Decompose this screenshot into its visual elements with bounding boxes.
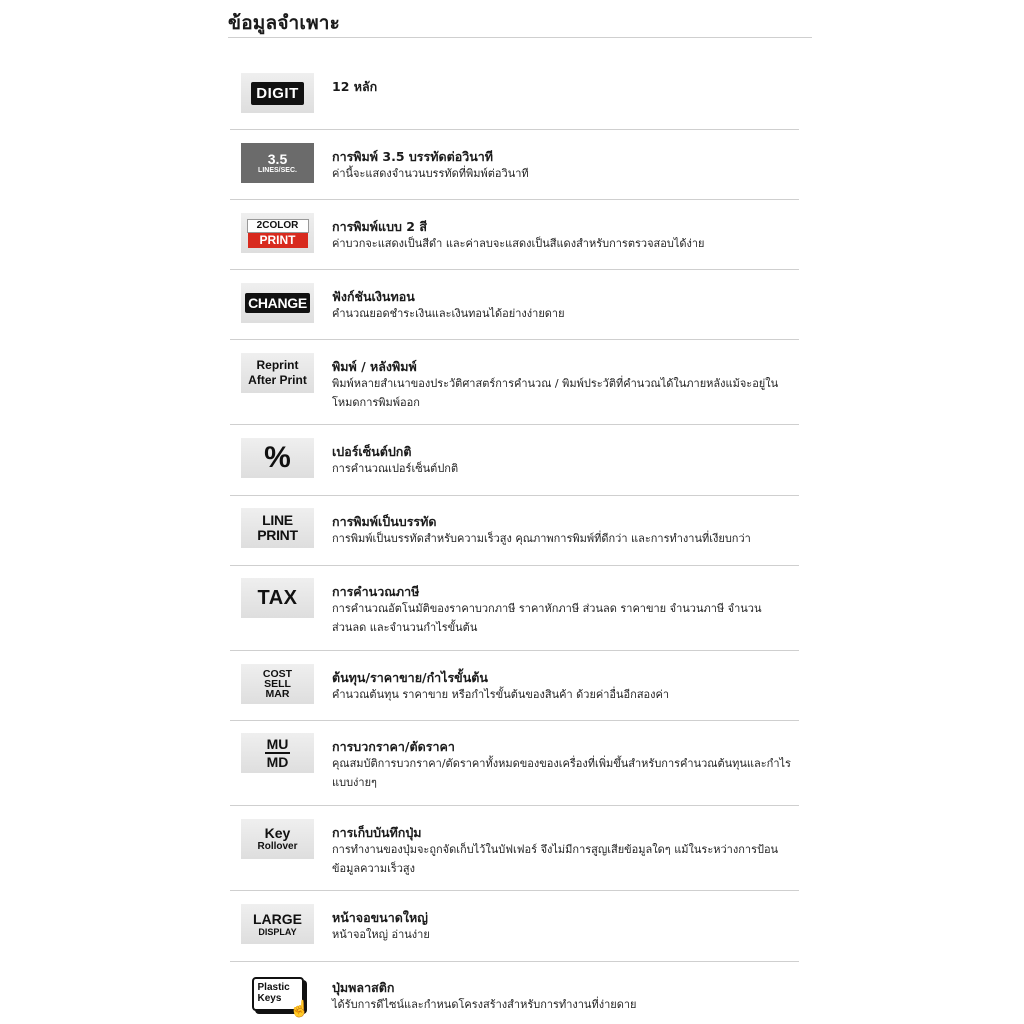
row-divider	[230, 961, 799, 962]
row-divider	[230, 269, 799, 270]
feature-description: พิมพ์หลายสำเนาของประวัติศาสตร์การคำนวณ / พิมพ์ประวัติที่คำนวณได้ในภายหลังแม้จะอยู่ในโหมดการพิมพ์ออก	[332, 377, 779, 409]
large-display-badge-icon: LARGE DISPLAY	[241, 904, 314, 944]
row-divider	[230, 720, 799, 721]
row-divider	[230, 565, 799, 566]
row-divider	[230, 805, 799, 806]
feature-title: ปุ่มพลาสติก	[332, 980, 395, 995]
feature-description: คุณสมบัติการบวกราคา/ตัดราคาทั้งหมดของของเครื่องที่เพิ่มขึ้นสำหรับการคำนวณต้นทุนและกำไรแบบง่ายๆ	[332, 757, 791, 789]
feature-description: ค่านี้จะแสดงจำนวนบรรทัดที่พิมพ์ต่อวินาที	[332, 167, 529, 180]
feature-description: หน้าจอใหญ่ อ่านง่าย	[332, 928, 430, 941]
feature-title: พิมพ์ / หลังพิมพ์	[332, 359, 417, 374]
row-divider	[230, 890, 799, 891]
markup-markdown-badge-icon: MU MD	[241, 733, 314, 773]
feature-description: การพิมพ์เป็นบรรทัดสำหรับความเร็วสูง คุณภาพการพิมพ์ที่ดีกว่า และการทำงานที่เงียบกว่า	[332, 532, 751, 545]
feature-description: ได้รับการดีไซน์และกำหนดโครงสร้างสำหรับการทำงานที่ง่ายดาย	[332, 998, 637, 1011]
feature-title: ฟังก์ชันเงินทอน	[332, 289, 415, 304]
key-rollover-badge-icon: Key Rollover	[241, 819, 314, 859]
feature-description: การทำงานของปุ่มจะถูกจัดเก็บไว้ในบัฟเฟอร์ จึงไม่มีการสูญเสียข้อมูลใดๆ แม้ในระหว่างการป้อนข้อมูลความเร็วสูง	[332, 843, 779, 875]
feature-title: ต้นทุน/ราคาขาย/กำไรขั้นต้น	[332, 670, 488, 685]
digit-badge-icon: DIGIT	[241, 73, 314, 113]
feature-title: การพิมพ์แบบ 2 สี	[332, 219, 427, 234]
reprint-badge-icon: Reprint After Print	[241, 353, 314, 393]
change-badge-icon: CHANGE	[241, 283, 314, 323]
row-divider	[230, 129, 799, 130]
lines-per-second-badge-icon: 3.5 LINES/SEC.	[241, 143, 314, 183]
feature-description: การคำนวณเปอร์เซ็นต์ปกติ	[332, 462, 459, 475]
two-color-print-badge-icon: 2COLOR PRINT	[241, 213, 314, 253]
feature-description: การคำนวณอัตโนมัติของราคาบวกภาษี ราคาหักภาษี ส่วนลด ราคาขาย จำนวนภาษี จำนวนส่วนลด และจำนวนกำไรขั้นต้น	[332, 602, 762, 634]
feature-title: เปอร์เซ็นต์ปกติ	[332, 444, 412, 459]
feature-title: การคำนวณภาษี	[332, 584, 420, 599]
feature-title: 12 หลัก	[332, 79, 378, 94]
tax-badge-icon: TAX	[241, 578, 314, 618]
row-divider	[230, 495, 799, 496]
row-divider	[230, 199, 799, 200]
feature-title: การเก็บบันทึกปุ่ม	[332, 825, 422, 840]
feature-title: การบวกราคา/ตัดราคา	[332, 739, 455, 754]
feature-title: การพิมพ์เป็นบรรทัด	[332, 514, 437, 529]
feature-description: คำนวณยอดชำระเงินและเงินทอนได้อย่างง่ายดาย	[332, 307, 565, 320]
row-divider	[230, 424, 799, 425]
row-divider	[230, 650, 799, 651]
percent-badge-icon: %	[241, 438, 314, 478]
pointer-hand-icon: ☝	[289, 1001, 310, 1018]
plastic-keys-badge-icon: Plastic Keys ☝	[241, 974, 314, 1014]
feature-title: การพิมพ์ 3.5 บรรทัดต่อวินาที	[332, 149, 494, 164]
cost-sell-margin-badge-icon: COST SELL MAR	[241, 664, 314, 704]
page-title: ข้อมูลจำเพาะ	[228, 12, 341, 34]
feature-description: ค่าบวกจะแสดงเป็นสีดำ และค่าลบจะแสดงเป็นสีแดงสำหรับการตรวจสอบได้ง่าย	[332, 237, 705, 250]
feature-title: หน้าจอขนาดใหญ่	[332, 910, 428, 925]
feature-description: คำนวณต้นทุน ราคาขาย หรือกำไรขั้นต้นของสินค้า ด้วยค่าอื่นอีกสองค่า	[332, 688, 670, 701]
line-print-badge-icon: LINE PRINT	[241, 508, 314, 548]
row-divider	[230, 339, 799, 340]
